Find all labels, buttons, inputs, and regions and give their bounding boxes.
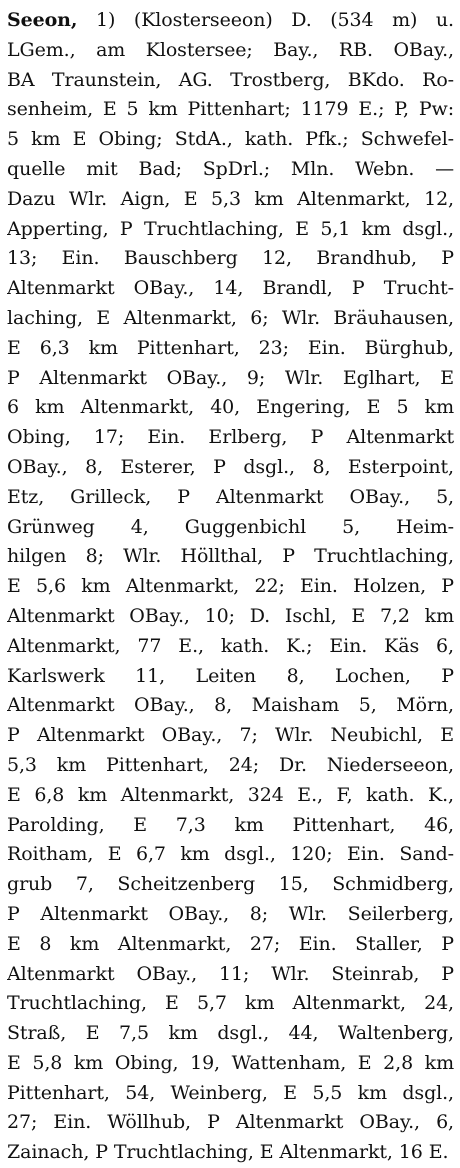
entry-line-5: 5 km E Obing; StdA., kath. Pfk.; Schwefel- [7, 128, 454, 151]
entry-line-19: hilgen 8; Wlr. Höllthal, P Truchtlaching, [7, 545, 454, 568]
entry-line-4: senheim, E 5 km Pittenhart; 1179 E.; P, Pw: [7, 98, 454, 121]
entry-line-27: E 6,8 km Altenmarkt, 324 E., F, kath. K., [7, 783, 454, 806]
entry-line-25: P Altenmarkt OBay., 7; Wlr. Neubichl, E [7, 724, 454, 747]
entry-line-10: Altenmarkt OBay., 14, Brandl, P Trucht- [7, 277, 454, 300]
entry-line-38: 27; Ein. Wöllhub, P Altenmarkt OBay., 6, [7, 1111, 454, 1134]
entry-line-21: Altenmarkt OBay., 10; D. Ischl, E 7,2 km [7, 604, 454, 627]
entry-headword: Seeon, [7, 9, 78, 31]
entry-line-23: Karlswerk 11, Leiten 8, Lochen, P [7, 664, 454, 687]
entry-line-8: Apperting, P Truchtlaching, E 5,1 km dsgl., [7, 217, 454, 240]
entry-line-30: grub 7, Scheitzenberg 15, Schmidberg, [7, 873, 454, 896]
entry-line-24: Altenmarkt OBay., 8, Maisham 5, Mörn, [7, 694, 454, 717]
entry-line-16: OBay., 8, Esterer, P dsgl., 8, Esterpoint, [7, 455, 454, 478]
entry-line-33: Altenmarkt OBay., 11; Wlr. Steinrab, P [7, 962, 454, 985]
entry-line-2: LGem., am Klostersee; Bay., RB. OBay., [7, 38, 454, 61]
entry-line-13: P Altenmarkt OBay., 9; Wlr. Eglhart, E [7, 366, 454, 389]
entry-line-11: laching, E Altenmarkt, 6; Wlr. Bräuhausen, [7, 306, 454, 329]
entry-line-15: Obing, 17; Ein. Erlberg, P Altenmarkt [7, 426, 454, 449]
entry-line-34: Truchtlaching, E 5,7 km Altenmarkt, 24, [7, 992, 454, 1015]
entry-line-22: Altenmarkt, 77 E., kath. K.; Ein. Käs 6, [7, 634, 454, 657]
entry-line-7: Dazu Wlr. Aign, E 5,3 km Altenmarkt, 12, [7, 187, 454, 210]
entry-line-39: Zainach, P Truchtlaching, E Altenmarkt, 16 E. [7, 1141, 449, 1164]
entry-line-28: Parolding, E 7,3 km Pittenhart, 46, [7, 813, 454, 836]
entry-line-12: E 6,3 km Pittenhart, 23; Ein. Bürghub, [7, 336, 454, 359]
entry-line-32: E 8 km Altenmarkt, 27; Ein. Staller, P [7, 932, 454, 955]
entry-line-3: BA Traunstein, AG. Trostberg, BKdo. Ro- [7, 68, 454, 91]
entry-text: 1) (Klosterseeon) D. (534 m) u. [77, 9, 454, 31]
entry-line-26: 5,3 km Pittenhart, 24; Dr. Niederseeon, [7, 753, 454, 776]
entry-line-36: E 5,8 km Obing, 19, Wattenham, E 2,8 km [7, 1051, 454, 1074]
entry-line-18: Grünweg 4, Guggenbichl 5, Heim- [7, 515, 454, 538]
entry-line-35: Straß, E 7,5 km dsgl., 44, Waltenberg, [7, 1022, 454, 1045]
entry-line-17: Etz, Grilleck, P Altenmarkt OBay., 5, [7, 485, 454, 508]
entry-line-1 [7, 6, 454, 36]
entry-line-6: quelle mit Bad; SpDrl.; Mln. Webn. — [7, 157, 454, 180]
entry-line-29: Roitham, E 6,7 km dsgl., 120; Ein. Sand- [7, 843, 454, 866]
entry-line-20: E 5,6 km Altenmarkt, 22; Ein. Holzen, P [7, 575, 454, 598]
entry-line-14: 6 km Altenmarkt, 40, Engering, E 5 km [7, 396, 454, 419]
entry-line-37: Pittenhart, 54, Weinberg, E 5,5 km dsgl., [7, 1081, 454, 1104]
entry-line-31: P Altenmarkt OBay., 8; Wlr. Seilerberg, [7, 902, 454, 925]
entry-line-9: 13; Ein. Bauschberg 12, Brandhub, P [7, 247, 454, 270]
